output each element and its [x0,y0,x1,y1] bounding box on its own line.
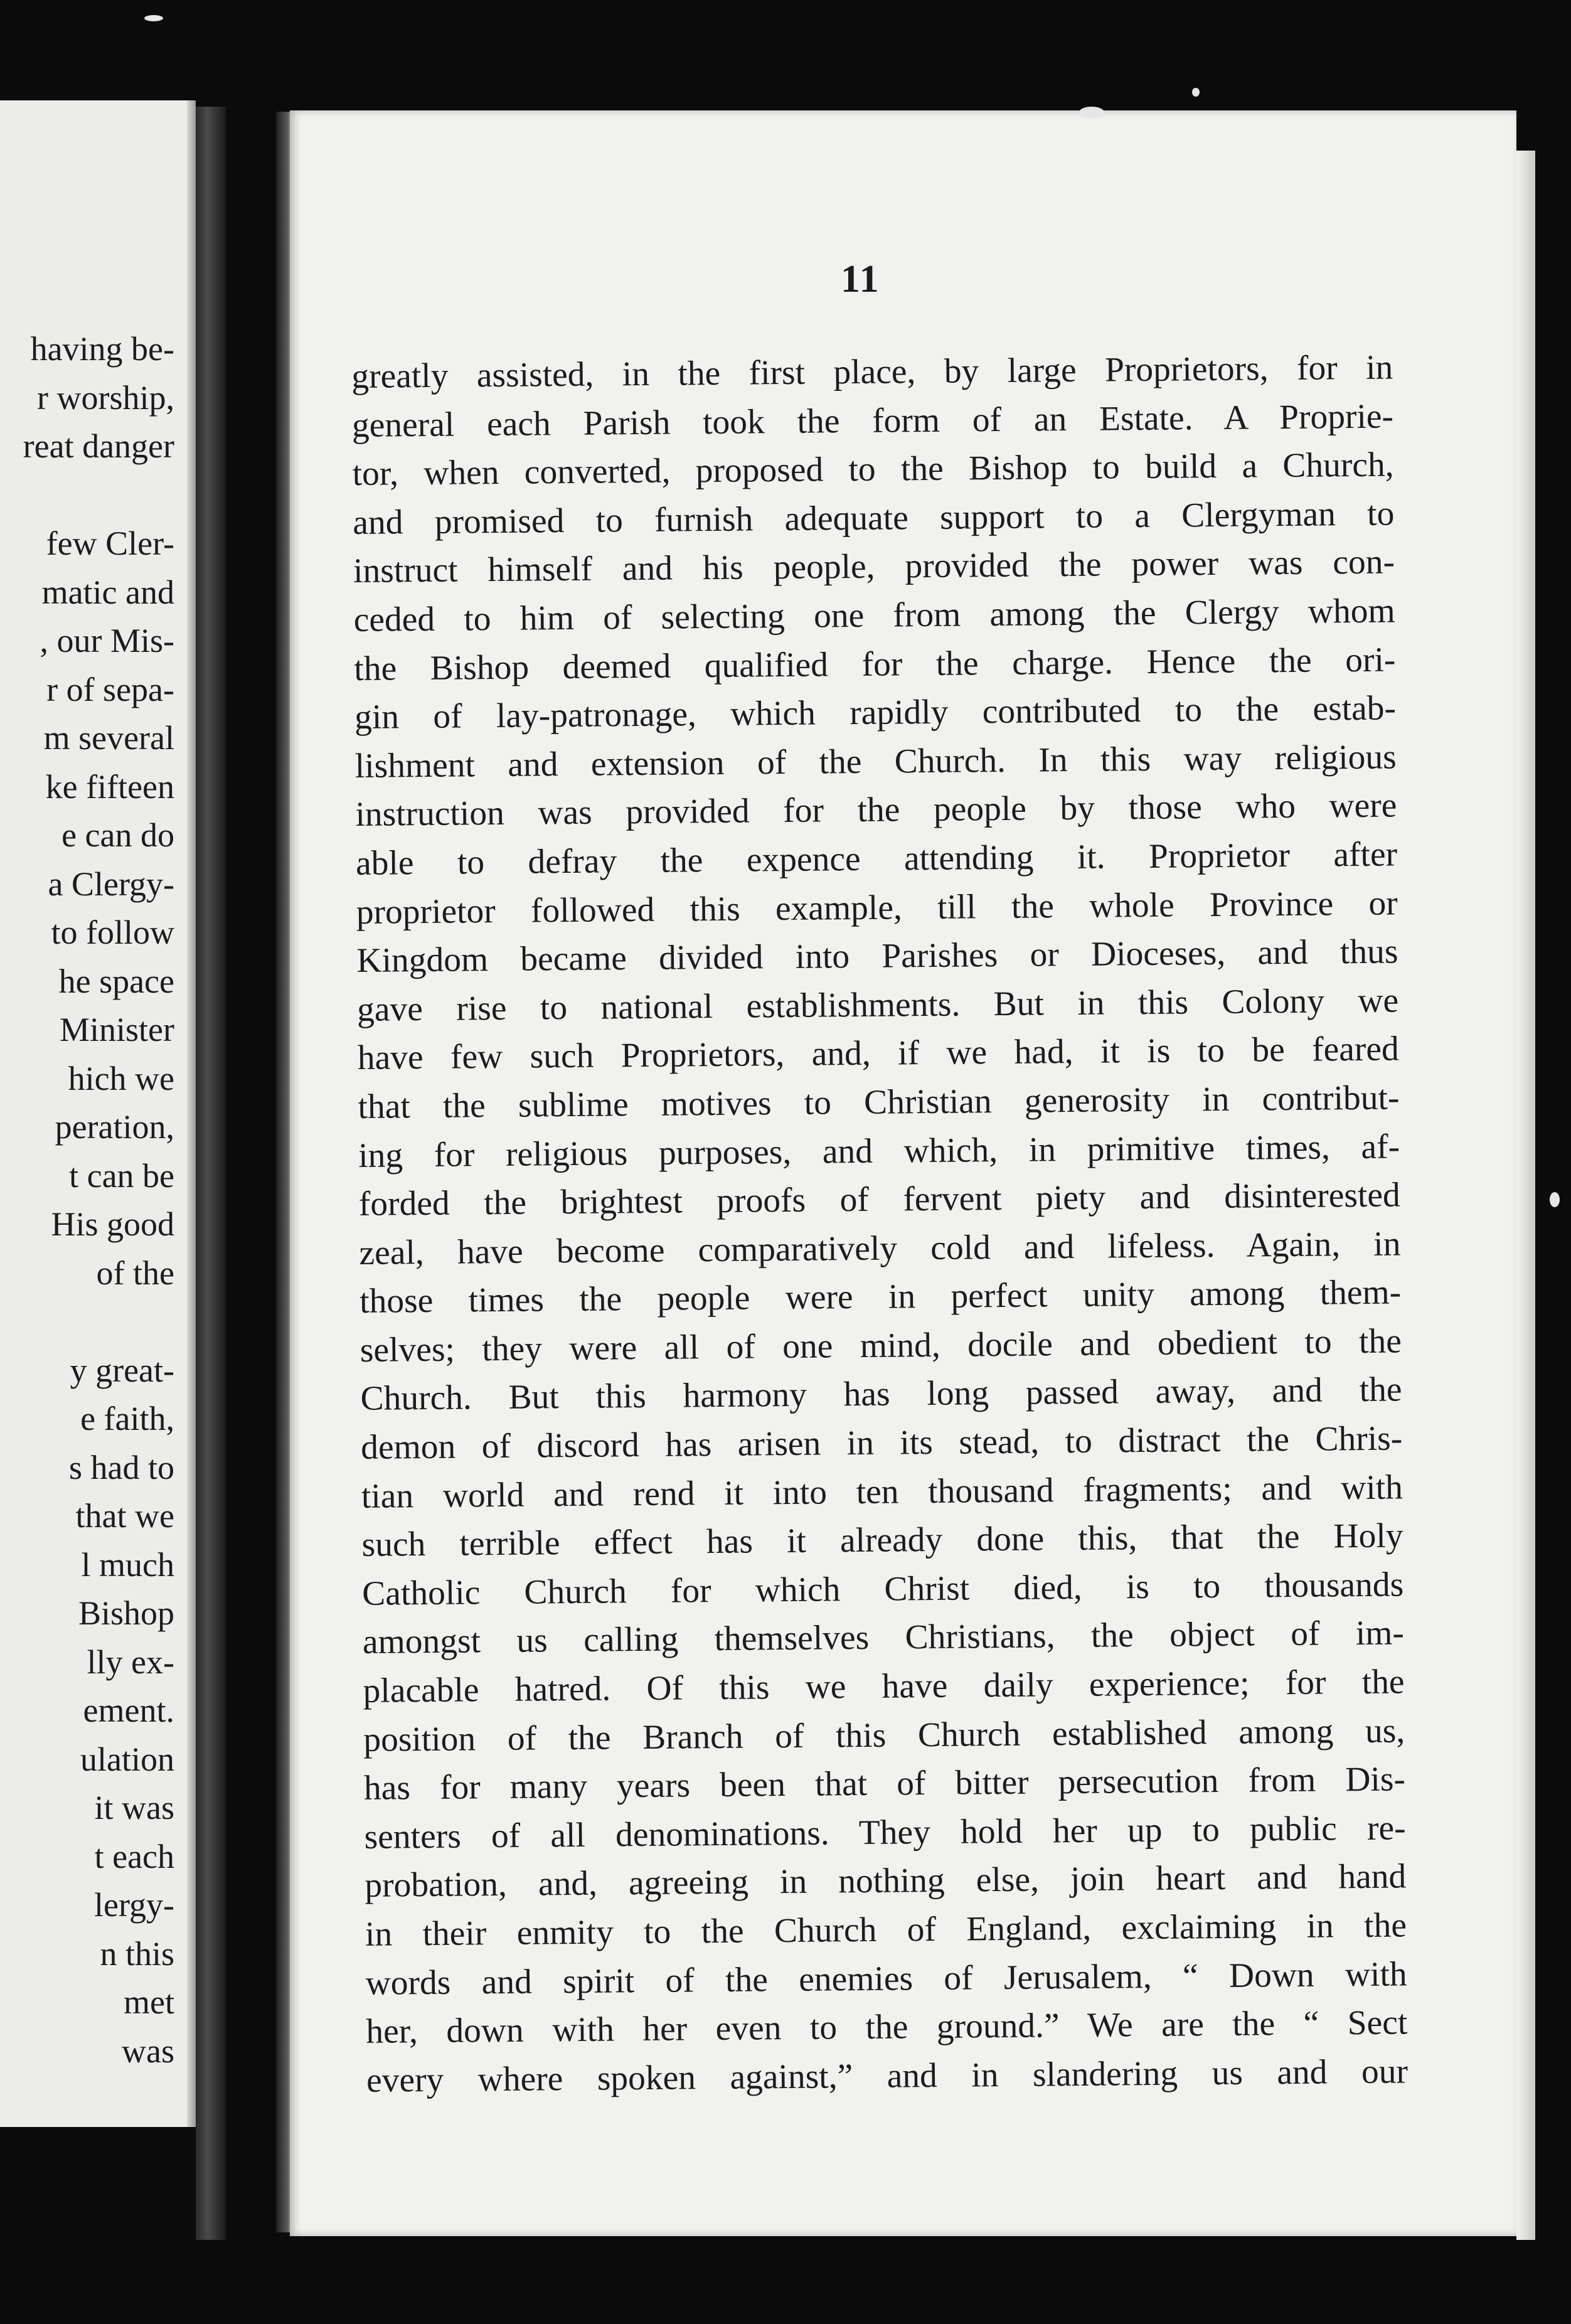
text-line: ceded to him of selecting one from among the Clergy whom [353,592,1395,639]
previous-page-line: His good [51,1205,174,1243]
previous-page-line: lergy- [94,1886,174,1924]
text-line: selves; they were all of one mind, docile and obedient to the [359,1322,1402,1370]
previous-page-line [0,1298,188,1346]
text-line: zeal, have become comparatively cold and lifeless. Again, in [359,1225,1401,1272]
previous-page-line: m several [43,719,174,757]
binding-gutter [196,107,226,2240]
scan-speck [144,15,163,21]
text-line: forded the brightest proofs of fervent piety and disinterested [358,1176,1401,1224]
page-number: 11 [841,258,880,301]
text-line: her, down with her even to the ground.” We are the “ Sect [366,2003,1408,2052]
previous-page-line: e can do [61,816,174,854]
previous-page-line: r of sepa- [46,670,174,708]
previous-page-line: y great- [70,1351,174,1389]
previous-page-line: n this [100,1934,174,1973]
text-line: tian world and rend it into ten thousand fragments; and with [361,1468,1403,1516]
previous-page-line: was [122,2032,174,2070]
previous-page-line: t can be [69,1156,174,1195]
previous-page-line: of the [96,1254,174,1292]
text-line: ing for religious purposes, and which, in primitive times, af- [358,1127,1400,1175]
page-body-text [351,344,1408,2106]
text-line: gin of lay-patronage, which rapidly contributed to the estab- [354,689,1397,737]
previous-page-line: he space [58,962,174,1000]
previous-page-line: lly ex- [87,1643,174,1681]
previous-page-line: it was [94,1789,174,1826]
previous-page-line: few Cler- [46,525,174,562]
previous-page-line: that we [75,1497,174,1535]
text-line: placable hatred. Of this we have daily experience; for the [363,1663,1405,1710]
text-line: Catholic Church for which Christ died, is to thousands [361,1565,1404,1613]
text-line: instruction was provided for the people by those who were [355,786,1397,834]
previous-page-line: Bishop [78,1594,174,1632]
text-line: demon of discord has arisen in its stead, to distract the Chris- [360,1419,1403,1467]
previous-page-line: Minister [60,1011,174,1048]
previous-page-fold [187,100,196,2127]
text-line: has for many years been that of bitter persecution from Dis- [363,1760,1406,1808]
text-line: lishment and extension of the Church. In this way religious [354,738,1397,786]
previous-page-line: a Clergy- [48,865,174,903]
text-line: general each Parish took the form of an Estate. A Proprie- [351,397,1394,445]
previous-page-line: matic and [41,573,174,611]
scan-speck [1192,88,1200,97]
text-line: probation, and, agreeing in nothing else, join heart and hand [365,1857,1407,1906]
text-line: gave rise to national establishments. But in this Colony we [356,981,1399,1029]
text-line: Church. But this harmony has long passed away, and the [360,1370,1402,1419]
previous-page-line: s had to [69,1448,174,1486]
text-line: position of the Branch of this Church established among us, [363,1712,1405,1759]
previous-page-line: reat danger [23,427,174,465]
previous-page [0,100,196,2127]
previous-page-line: ke fifteen [45,767,174,806]
previous-page-line: ement. [83,1692,174,1729]
text-line: in their enmity to the Church of England, exclaiming in the [365,1906,1407,1954]
text-line: instruct himself and his people, provided the power was con- [353,543,1395,591]
previous-page-line: , our Mis- [40,622,174,659]
previous-page-line: peration, [55,1108,174,1146]
scan-speck [1550,1192,1560,1207]
previous-page-text [0,325,188,2076]
previous-page-line: to follow [51,914,174,951]
text-line: greatly assisted, in the first place, by large Proprietors, for in [351,348,1393,396]
previous-page-line: ulation [80,1740,174,1778]
previous-page-line: hich we [68,1059,174,1097]
previous-page-line: met [124,1983,174,2021]
text-line: words and spirit of the enemies of Jerusalem, “ Down with [365,1955,1407,2003]
previous-page-line: r worship, [37,378,174,417]
previous-page-line: having be- [30,330,174,368]
text-line: those times the people were in perfect unity among them- [359,1273,1402,1321]
previous-page-line: e faith, [80,1400,174,1437]
scan-speck [1079,107,1104,118]
text-line: Kingdom became divided into Parishes or Dioceses, and thus [356,932,1398,981]
current-page-right-edge [1516,151,1535,2240]
previous-page-line: t each [94,1837,174,1875]
text-line: senters of all denominations. They hold her up to public re- [364,1809,1406,1857]
text-line: the Bishop deemed qualified for the charge. Hence the ori- [354,641,1396,688]
text-line: have few such Proprietors, and, if we had, it is to be feared [357,1030,1400,1078]
text-line: such terrible effect has it already done this, that the Holy [361,1516,1403,1565]
text-line: tor, when converted, proposed to the Bishop to build a Church, [352,445,1394,494]
text-line: and promised to furnish adequate support to a Clergyman to [353,494,1395,542]
text-line: every where spoken against,” and in slandering us and our [366,2052,1409,2100]
text-line: able to defray the expence attending it. Proprietor after [355,835,1398,883]
text-line: that the sublime motives to Christian generosity in contribut- [358,1079,1400,1126]
previous-page-line: l much [81,1545,174,1584]
previous-page-line [0,471,188,520]
text-line: proprietor followed this example, till the whole Province or [356,884,1398,932]
text-line: amongst us calling themselves Christians, the object of im- [362,1614,1405,1662]
